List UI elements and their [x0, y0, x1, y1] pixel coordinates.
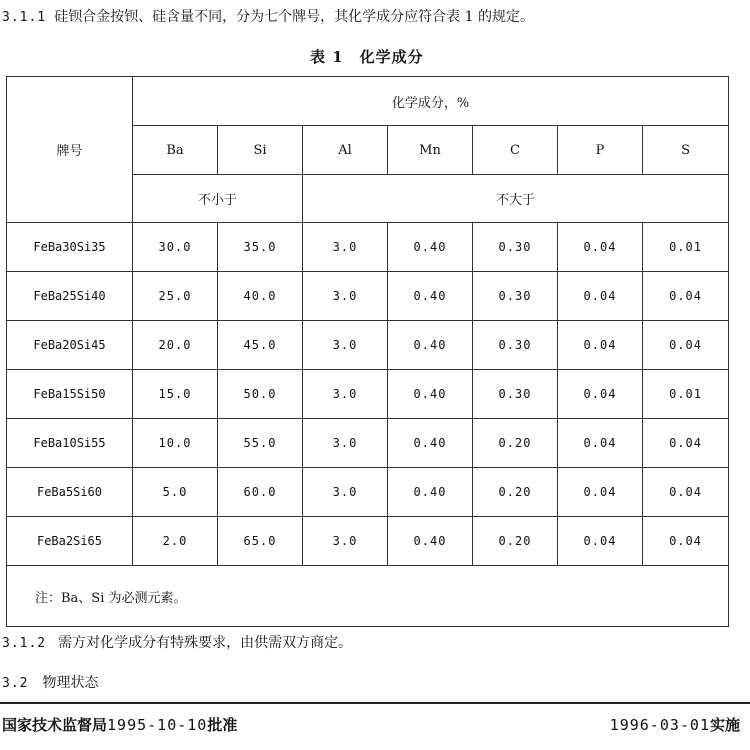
c-cell: 0.20: [473, 419, 558, 468]
c-cell: 0.30: [473, 272, 558, 321]
grade-cell: FeBa2Si65: [7, 517, 133, 566]
footer-divider: [0, 702, 750, 704]
table-caption: 表 1 化学成分: [310, 48, 424, 66]
grade-cell: FeBa30Si35: [7, 223, 133, 272]
element-header: S: [643, 126, 729, 175]
ba-cell: 20.0: [133, 321, 218, 370]
ba-cell: 30.0: [133, 223, 218, 272]
s-cell: 0.01: [643, 223, 729, 272]
table-row: [7, 517, 729, 566]
c-cell: 0.30: [473, 370, 558, 419]
c-cell: 0.30: [473, 223, 558, 272]
si-cell: 45.0: [218, 321, 303, 370]
effective-word: 实施: [709, 716, 740, 734]
al-cell: 3.0: [303, 468, 388, 517]
ba-cell: 2.0: [133, 517, 218, 566]
s-cell: 0.01: [643, 370, 729, 419]
footer-approval: [2, 714, 237, 735]
s-cell: 0.04: [643, 468, 729, 517]
clause-3-2: [2, 672, 98, 692]
mn-cell: 0.40: [388, 370, 473, 419]
mn-cell: 0.40: [388, 223, 473, 272]
p-cell: 0.04: [558, 468, 643, 517]
grade-cell: FeBa10Si55: [7, 419, 133, 468]
table-row: [7, 321, 729, 370]
table-note: 注：Ba、Si 为必测元素。: [7, 566, 729, 627]
p-cell: 0.04: [558, 419, 643, 468]
effective-date: 1996-03-01: [609, 716, 710, 734]
clause-text: 需方对化学成分有特殊要求，由供需双方商定。: [58, 635, 353, 651]
ba-cell: 15.0: [133, 370, 218, 419]
si-cell: 40.0: [218, 272, 303, 321]
composition-header: 化学成分，%: [133, 77, 729, 126]
element-header: Mn: [388, 126, 473, 175]
element-header: Al: [303, 126, 388, 175]
s-cell: 0.04: [643, 321, 729, 370]
mn-cell: 0.40: [388, 468, 473, 517]
mn-cell: 0.40: [388, 517, 473, 566]
clause-3-1-2: [2, 632, 352, 652]
p-cell: 0.04: [558, 517, 643, 566]
al-cell: 3.0: [303, 223, 388, 272]
al-cell: 3.0: [303, 370, 388, 419]
c-cell: 0.20: [473, 468, 558, 517]
al-cell: 3.0: [303, 517, 388, 566]
grade-cell: FeBa20Si45: [7, 321, 133, 370]
grade-cell: FeBa15Si50: [7, 370, 133, 419]
table-row: [7, 468, 729, 517]
element-header: P: [558, 126, 643, 175]
table-row: [7, 370, 729, 419]
max-limit-label: 不大于: [303, 175, 729, 223]
al-cell: 3.0: [303, 272, 388, 321]
si-cell: 65.0: [218, 517, 303, 566]
c-cell: 0.20: [473, 517, 558, 566]
element-header: Ba: [133, 126, 218, 175]
mn-cell: 0.40: [388, 272, 473, 321]
si-cell: 35.0: [218, 223, 303, 272]
clause-text: 硅钡合金按钡、硅含量不同，分为七个牌号，其化学成分应符合表 1 的规定。: [54, 9, 534, 25]
ba-cell: 10.0: [133, 419, 218, 468]
mn-cell: 0.40: [388, 419, 473, 468]
si-cell: 60.0: [218, 468, 303, 517]
c-cell: 0.30: [473, 321, 558, 370]
mn-cell: 0.40: [388, 321, 473, 370]
ba-cell: 25.0: [133, 272, 218, 321]
al-cell: 3.0: [303, 321, 388, 370]
al-cell: 3.0: [303, 419, 388, 468]
grade-header: 牌号: [7, 77, 133, 223]
clause-number: 3.1.2: [2, 636, 47, 651]
si-cell: 50.0: [218, 370, 303, 419]
approval-org: 国家技术监督局: [2, 716, 108, 734]
clause-number: 3.2: [2, 676, 29, 691]
grade-cell: FeBa25Si40: [7, 272, 133, 321]
element-header: Si: [218, 126, 303, 175]
approval-date: 1995-10-10: [107, 716, 208, 734]
s-cell: 0.04: [643, 272, 729, 321]
chemical-composition-table: [6, 76, 729, 627]
s-cell: 0.04: [643, 517, 729, 566]
table-row: [7, 272, 729, 321]
min-limit-label: 不小于: [133, 175, 303, 223]
footer-effective: [610, 714, 740, 735]
element-header: C: [473, 126, 558, 175]
clause-3-1-1: [2, 6, 534, 26]
ba-cell: 5.0: [133, 468, 218, 517]
p-cell: 0.04: [558, 370, 643, 419]
grade-cell: FeBa5Si60: [7, 468, 133, 517]
table-row: [7, 223, 729, 272]
table-row: [7, 419, 729, 468]
s-cell: 0.04: [643, 419, 729, 468]
approval-word: 批准: [207, 716, 238, 734]
p-cell: 0.04: [558, 321, 643, 370]
clause-number: 3.1.1: [2, 10, 47, 25]
si-cell: 55.0: [218, 419, 303, 468]
p-cell: 0.04: [558, 272, 643, 321]
p-cell: 0.04: [558, 223, 643, 272]
clause-heading: 物理状态: [42, 675, 99, 691]
